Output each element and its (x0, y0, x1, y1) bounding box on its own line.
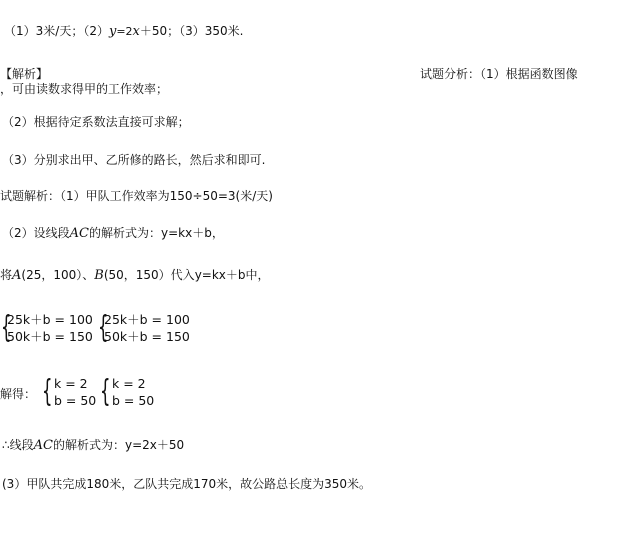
system1-row2: 50k＋b = 150 (7, 329, 93, 344)
solution-line1: 试题解析：（1）甲队工作效率为150÷50=3(米/天) (0, 189, 273, 203)
solution-line4 (2, 437, 184, 454)
solution1-row2: b = 50 (54, 393, 97, 408)
analysis-line1: ，可由读数求得甲的工作效率； (0, 82, 169, 96)
solution2-row2: b = 50 (112, 393, 155, 408)
line3-point-b: B (94, 268, 104, 283)
answer-tail: ＋50；（3）350米. (139, 24, 244, 38)
line4-formula: y=2x＋50 (125, 438, 185, 452)
line3-point-a: A (12, 268, 22, 283)
equation-system-2 (98, 312, 208, 346)
answer-eq: =2 (116, 25, 133, 38)
line3-end: 中， (245, 268, 270, 282)
answer-var-y: y (108, 24, 117, 39)
line3-pre: 将 (0, 268, 13, 282)
line2-formula: y=kx＋b (161, 226, 212, 240)
analysis-line2: （2）根据待定系数法直接可求解； (2, 115, 190, 129)
answer-line (4, 23, 244, 40)
system2-row2: 50k＋b = 150 (104, 329, 190, 344)
analysis-right-text: 试题分析：（1）根据函数图像 (420, 67, 578, 81)
line2-end: ， (211, 226, 224, 240)
line2-pre: （2）设线段 (2, 226, 70, 240)
system1-row1: 25k＋b = 100 (7, 312, 93, 327)
solution-system-2 (100, 376, 160, 410)
solve-label: 解得： (0, 387, 37, 401)
solution-system-1 (42, 376, 102, 410)
line2-ac: AC (69, 226, 89, 241)
analysis-line3: （3）分别求出甲、乙所修的路长，然后求和即可. (2, 153, 266, 167)
brace-4: { (100, 374, 111, 409)
answer-var-x: x (132, 24, 140, 39)
line3-formula: y=kx＋b (194, 268, 246, 282)
line4-ac: AC (33, 438, 53, 453)
line2-mid: 的解析式为： (88, 226, 161, 240)
solution-line5: (3）甲队共完成180米，乙队共完成170米，故公路总长度为350米。 (2, 477, 372, 491)
line4-mid: 的解析式为： (52, 438, 125, 452)
system2-row1: 25k＋b = 100 (104, 312, 190, 327)
brace-3: { (42, 374, 53, 409)
solution-line3 (0, 267, 270, 284)
solution2-row1: k = 2 (112, 376, 146, 391)
line3-point-b-coords: (50，150）代入 (103, 268, 195, 282)
line3-point-a-coords: (25，100）、 (21, 268, 95, 282)
solution-line2 (2, 225, 224, 242)
answer-part1: （1）3米/天；（2） (4, 24, 109, 38)
brace-1: { (1, 310, 12, 345)
line4-pre: ∴线段 (2, 438, 34, 452)
equation-system-1 (1, 312, 101, 346)
analysis-title: 【解析】 (0, 67, 49, 81)
solution1-row1: k = 2 (54, 376, 88, 391)
brace-2: { (98, 310, 109, 345)
